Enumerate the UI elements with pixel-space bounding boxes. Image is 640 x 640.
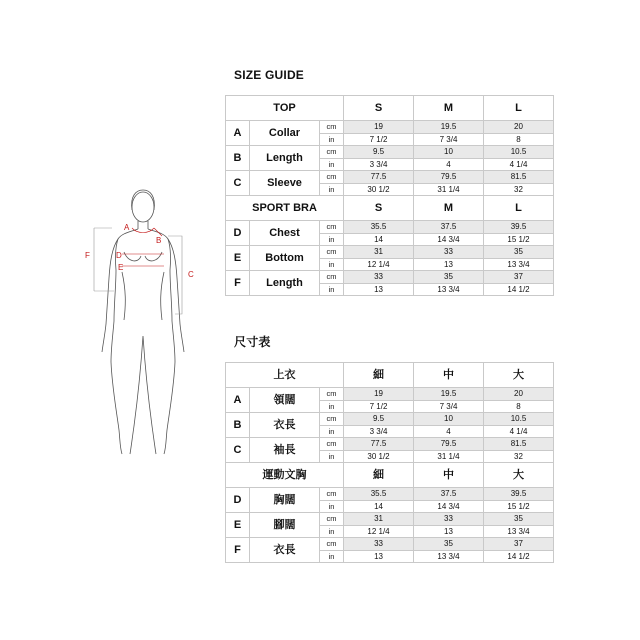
cell-value: 7 3/4	[414, 133, 484, 146]
section-header-sport-bra-chinese	[226, 463, 554, 488]
cell-value: 4	[414, 158, 484, 171]
cell-value: 14 1/2	[484, 283, 554, 296]
table-row	[226, 388, 554, 401]
unit-in: in	[320, 158, 344, 171]
size-label: 細	[344, 363, 414, 388]
measurement-name: Bottom	[250, 246, 320, 271]
unit-cm: cm	[320, 221, 344, 234]
cell-value: 12 1/4	[344, 258, 414, 271]
size-guide-table-english	[225, 95, 554, 296]
row-letter: B	[226, 146, 250, 171]
cell-value: 14 3/4	[414, 233, 484, 246]
table-row	[226, 538, 554, 551]
section-title: 運動文胸	[226, 463, 344, 488]
table-row	[226, 146, 554, 159]
cell-value: 13	[344, 283, 414, 296]
size-label: 細	[344, 463, 414, 488]
body-figure-illustration	[82, 186, 202, 456]
unit-in: in	[320, 133, 344, 146]
figure-label-d: D	[116, 251, 122, 260]
cell-value: 79.5	[414, 438, 484, 451]
cell-value: 19.5	[414, 388, 484, 401]
figure-hair	[132, 190, 155, 210]
cell-value: 30 1/2	[344, 450, 414, 463]
cell-value: 14	[344, 233, 414, 246]
unit-cm: cm	[320, 538, 344, 551]
row-letter: D	[226, 488, 250, 513]
cell-value: 7 1/2	[344, 133, 414, 146]
size-label: L	[484, 196, 554, 221]
cell-value: 33	[344, 271, 414, 284]
cell-value: 7 3/4	[414, 400, 484, 413]
measurement-name: 衣長	[250, 413, 320, 438]
cell-value: 8	[484, 133, 554, 146]
row-letter: E	[226, 246, 250, 271]
section-title: SPORT BRA	[226, 196, 344, 221]
figure-right-leg	[164, 362, 175, 454]
unit-in: in	[320, 283, 344, 296]
cell-value: 9.5	[344, 146, 414, 159]
section-header-sport-bra	[226, 196, 554, 221]
row-letter: D	[226, 221, 250, 246]
cell-value: 20	[484, 388, 554, 401]
figure-inner-legs	[130, 336, 156, 454]
cell-value: 33	[414, 246, 484, 259]
figure-head	[132, 192, 154, 222]
cell-value: 79.5	[414, 171, 484, 184]
cell-value: 12 1/4	[344, 525, 414, 538]
cell-value: 10.5	[484, 146, 554, 159]
table-row	[226, 171, 554, 184]
unit-cm: cm	[320, 146, 344, 159]
measure-line-b	[154, 228, 162, 236]
cell-value: 4 1/4	[484, 425, 554, 438]
section-header-top-chinese	[226, 363, 554, 388]
figure-label-b: B	[156, 236, 162, 245]
row-letter: A	[226, 388, 250, 413]
row-letter: E	[226, 513, 250, 538]
unit-in: in	[320, 550, 344, 563]
unit-in: in	[320, 183, 344, 196]
unit-cm: cm	[320, 488, 344, 501]
row-letter: B	[226, 413, 250, 438]
unit-in: in	[320, 525, 344, 538]
cell-value: 81.5	[484, 438, 554, 451]
table-row	[226, 488, 554, 501]
cell-value: 77.5	[344, 438, 414, 451]
cell-value: 13 3/4	[414, 550, 484, 563]
cell-value: 37.5	[414, 488, 484, 501]
size-label: 大	[484, 363, 554, 388]
cell-value: 19	[344, 388, 414, 401]
size-guide-table-chinese	[225, 362, 554, 563]
cell-value: 30 1/2	[344, 183, 414, 196]
cell-value: 33	[414, 513, 484, 526]
unit-cm: cm	[320, 388, 344, 401]
cell-value: 4	[414, 425, 484, 438]
row-letter: F	[226, 538, 250, 563]
cell-value: 13	[344, 550, 414, 563]
cell-value: 37	[484, 538, 554, 551]
cell-value: 31 1/4	[414, 183, 484, 196]
cell-value: 37.5	[414, 221, 484, 234]
cell-value: 15 1/2	[484, 500, 554, 513]
cell-value: 81.5	[484, 171, 554, 184]
measurement-name: 領闊	[250, 388, 320, 413]
measurement-name: Chest	[250, 221, 320, 246]
table-row	[226, 513, 554, 526]
unit-cm: cm	[320, 413, 344, 426]
size-label: S	[344, 196, 414, 221]
cell-value: 77.5	[344, 171, 414, 184]
cell-value: 13 3/4	[484, 525, 554, 538]
figure-bust	[124, 252, 162, 261]
row-letter: C	[226, 438, 250, 463]
unit-cm: cm	[320, 438, 344, 451]
cell-value: 13 3/4	[414, 283, 484, 296]
cell-value: 8	[484, 400, 554, 413]
unit-in: in	[320, 400, 344, 413]
table-row	[226, 246, 554, 259]
measurement-name: Length	[250, 146, 320, 171]
size-label: M	[414, 196, 484, 221]
cell-value: 35	[484, 246, 554, 259]
unit-cm: cm	[320, 121, 344, 134]
cell-value: 10	[414, 413, 484, 426]
cell-value: 13	[414, 258, 484, 271]
cell-value: 35	[484, 513, 554, 526]
size-label: 中	[414, 463, 484, 488]
cell-value: 10	[414, 146, 484, 159]
cell-value: 20	[484, 121, 554, 134]
section-title: 上衣	[226, 363, 344, 388]
cell-value: 39.5	[484, 221, 554, 234]
cell-value: 39.5	[484, 488, 554, 501]
measurement-name: Sleeve	[250, 171, 320, 196]
measurement-name: 胸闊	[250, 488, 320, 513]
measurement-name: 腳闊	[250, 513, 320, 538]
figure-waist	[122, 272, 164, 320]
table-row	[226, 413, 554, 426]
cell-value: 32	[484, 450, 554, 463]
size-label: 大	[484, 463, 554, 488]
cell-value: 3 3/4	[344, 425, 414, 438]
unit-cm: cm	[320, 271, 344, 284]
measurement-name: Collar	[250, 121, 320, 146]
cell-value: 10.5	[484, 413, 554, 426]
cell-value: 33	[344, 538, 414, 551]
unit-in: in	[320, 233, 344, 246]
unit-in: in	[320, 450, 344, 463]
cell-value: 7 1/2	[344, 400, 414, 413]
cell-value: 37	[484, 271, 554, 284]
measurement-name: 衣長	[250, 538, 320, 563]
size-label: M	[414, 96, 484, 121]
cell-value: 31 1/4	[414, 450, 484, 463]
unit-in: in	[320, 258, 344, 271]
cell-value: 19.5	[414, 121, 484, 134]
table-row	[226, 121, 554, 134]
table-row	[226, 221, 554, 234]
cell-value: 31	[344, 246, 414, 259]
measurement-name: 袖長	[250, 438, 320, 463]
cell-value: 14 3/4	[414, 500, 484, 513]
cell-value: 14 1/2	[484, 550, 554, 563]
cell-value: 32	[484, 183, 554, 196]
figure-torso	[111, 229, 175, 362]
cell-value: 15 1/2	[484, 233, 554, 246]
cell-value: 4 1/4	[484, 158, 554, 171]
cell-value: 13 3/4	[484, 258, 554, 271]
cell-value: 14	[344, 500, 414, 513]
figure-left-leg	[111, 362, 122, 454]
figure-label-e: E	[118, 263, 124, 272]
unit-in: in	[320, 425, 344, 438]
figure-label-c: C	[188, 270, 194, 279]
unit-cm: cm	[320, 246, 344, 259]
size-guide-heading: SIZE GUIDE	[234, 68, 305, 82]
measurement-name: Length	[250, 271, 320, 296]
size-label: L	[484, 96, 554, 121]
row-letter: F	[226, 271, 250, 296]
size-label: S	[344, 96, 414, 121]
cell-value: 31	[344, 513, 414, 526]
section-title: TOP	[226, 96, 344, 121]
unit-cm: cm	[320, 171, 344, 184]
cell-value: 35	[414, 538, 484, 551]
cell-value: 19	[344, 121, 414, 134]
unit-cm: cm	[320, 513, 344, 526]
cell-value: 13	[414, 525, 484, 538]
figure-label-a: A	[124, 223, 130, 232]
cell-value: 9.5	[344, 413, 414, 426]
cell-value: 35	[414, 271, 484, 284]
table-row	[226, 271, 554, 284]
unit-in: in	[320, 500, 344, 513]
size-label: 中	[414, 363, 484, 388]
cell-value: 35.5	[344, 221, 414, 234]
table-row	[226, 438, 554, 451]
figure-label-f: F	[85, 251, 90, 260]
cell-value: 3 3/4	[344, 158, 414, 171]
row-letter: A	[226, 121, 250, 146]
row-letter: C	[226, 171, 250, 196]
size-chart-heading-chinese: 尺寸表	[234, 335, 271, 349]
cell-value: 35.5	[344, 488, 414, 501]
section-header-top	[226, 96, 554, 121]
